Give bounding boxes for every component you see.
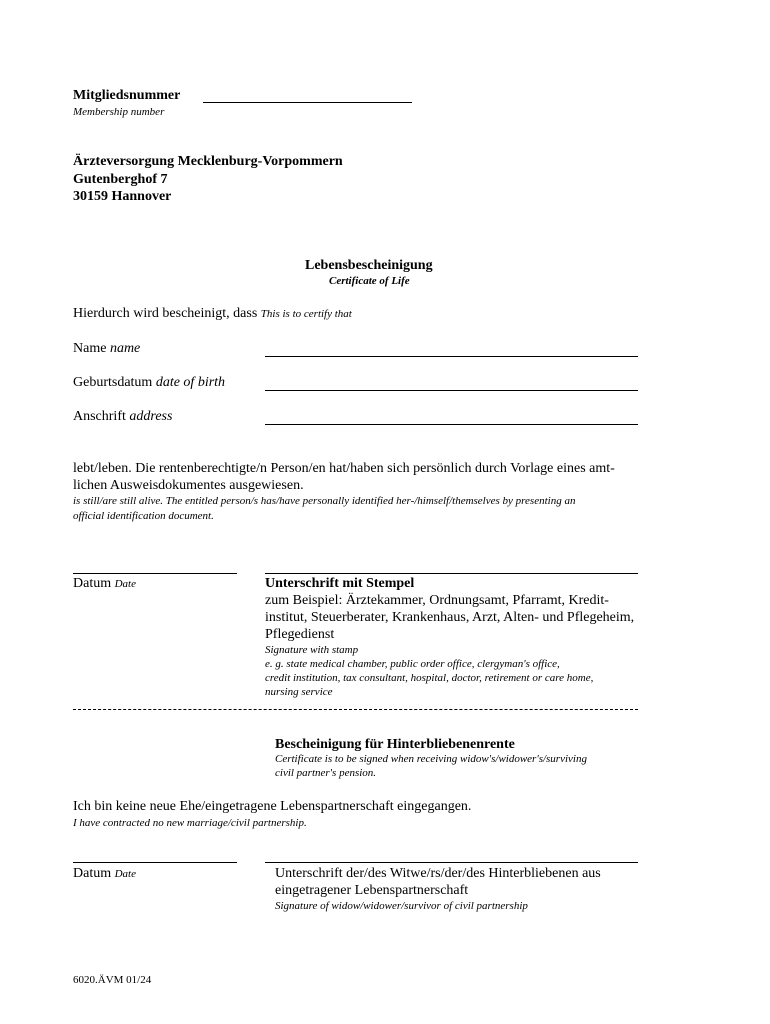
- alive-statement-line-1: lebt/leben. Die rentenberechtigte/n Person/en hat/haben sich persönlich durch Vorlage eines amt-: [73, 461, 615, 476]
- address-label: [73, 409, 172, 425]
- membership-label: Mitgliedsnummer: [73, 88, 181, 103]
- membership-label-en: Membership number: [73, 106, 165, 118]
- alive-statement-en-1: is still/are still alive. The entitled person/s has/have personally identified her-/himself/themselves by presenting an: [73, 495, 576, 507]
- date-label-2-de: Datum: [73, 866, 112, 881]
- certify-en: This is to certify that: [260, 308, 352, 320]
- address-line-1: Ärzteversorgung Mecklenburg-Vorpommern: [73, 154, 343, 169]
- date-field-1[interactable]: [73, 573, 237, 574]
- date-label-2: [73, 866, 136, 882]
- signature-en-line-3: credit institution, tax consultant, hospital, doctor, retirement or care home,: [265, 672, 594, 684]
- signature-en-line-1: Signature with stamp: [265, 644, 359, 656]
- signature-example-line-1: zum Beispiel: Ärztekammer, Ordnungsamt, Pfarramt, Kredit-: [265, 593, 609, 608]
- signature-en-line-4: nursing service: [265, 686, 333, 698]
- address-line-3: 30159 Hannover: [73, 189, 172, 204]
- signature-example-line-3: Pflegedienst: [265, 627, 335, 642]
- survivor-signature-field[interactable]: [265, 862, 638, 863]
- birth-date-label-en: date of birth: [155, 375, 226, 390]
- name-field[interactable]: [265, 356, 638, 357]
- date-field-2[interactable]: [73, 862, 237, 863]
- signature-stamp-title: Unterschrift mit Stempel: [265, 576, 415, 591]
- document-title-en: Certificate of Life: [329, 275, 410, 287]
- certify-text: [73, 306, 352, 322]
- signature-example-line-2: institut, Steuerberater, Krankenhaus, Arzt, Alten- und Pflegeheim,: [265, 610, 635, 625]
- signature-en-line-2: e. g. state medical chamber, public order office, clergyman's office,: [265, 658, 560, 670]
- survivor-statement: Ich bin keine neue Ehe/eingetragene Lebenspartnerschaft eingegangen.: [73, 799, 472, 814]
- survivor-title: Bescheinigung für Hinterbliebenenrente: [275, 737, 515, 752]
- address-label-de: Anschrift: [73, 409, 126, 424]
- date-label-2-en: Date: [114, 868, 136, 880]
- birth-date-label: [73, 375, 225, 391]
- date-label-1: [73, 576, 136, 592]
- survivor-signature-line-2: eingetragener Lebenspartnerschaft: [275, 883, 469, 898]
- survivor-statement-en: I have contracted no new marriage/civil partnership.: [73, 817, 307, 829]
- date-label-1-en: Date: [114, 578, 136, 590]
- address-label-en: address: [129, 409, 173, 424]
- signature-stamp-field[interactable]: [265, 573, 638, 574]
- alive-statement-en-2: official identification document.: [73, 510, 214, 522]
- birth-date-field[interactable]: [265, 390, 638, 391]
- alive-statement-line-2: lichen Ausweisdokumentes ausgewiesen.: [73, 478, 304, 493]
- form-code: 6020.ÄVM 01/24: [73, 974, 152, 986]
- section-divider: [73, 709, 638, 710]
- date-label-1-de: Datum: [73, 576, 112, 591]
- document-title: Lebensbescheinigung: [305, 258, 433, 273]
- survivor-en-line-2: civil partner's pension.: [275, 767, 377, 779]
- survivor-signature-en: Signature of widow/widower/survivor of civil partnership: [275, 900, 528, 912]
- name-label-en: name: [109, 341, 141, 356]
- survivor-signature-line-1: Unterschrift der/des Witwe/rs/der/des Hinterbliebenen aus: [275, 866, 601, 881]
- certify-de: Hierdurch wird bescheinigt, dass: [73, 306, 258, 321]
- birth-date-label-de: Geburtsdatum: [73, 375, 153, 390]
- name-label-de: Name: [73, 341, 107, 356]
- address-field[interactable]: [265, 424, 638, 425]
- name-label: [73, 341, 140, 357]
- address-line-2: Gutenberghof 7: [73, 172, 168, 187]
- membership-number-field[interactable]: [203, 102, 412, 103]
- survivor-en-line-1: Certificate is to be signed when receiving widow's/widower's/surviving: [275, 753, 587, 765]
